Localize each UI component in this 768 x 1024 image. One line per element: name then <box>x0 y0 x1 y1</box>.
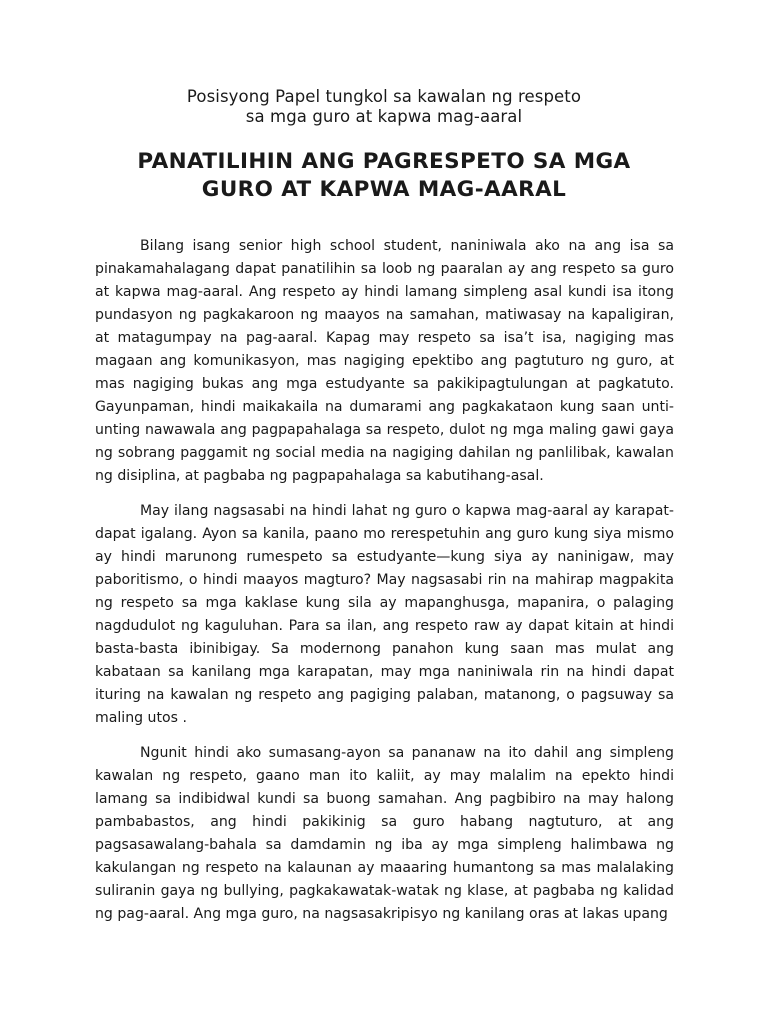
paragraph-line: ay hindi marunong rumespeto sa estudyante—kung siya ay naninigaw, may <box>95 549 674 565</box>
paragraph-line: Bilang isang senior high school student, naniniwala ako na ang isa sa <box>140 238 674 254</box>
paragraph-line: ng sobrang paggamit ng social media na nagiging dahilan ng panlilibak, kawalan <box>95 445 674 461</box>
document-body <box>95 235 674 938</box>
title-line: GURO AT KAPWA MAG-AARAL <box>201 177 567 202</box>
paragraph-line: kakulangan ng respeto na kalaunan ay maaaring humantong sa mas malalaking <box>95 860 674 876</box>
paragraph-line: pinakamahalagang dapat panatilihin sa loob ng paaralan ay ang respeto sa guro <box>95 261 674 277</box>
paragraph-line: magaan ang komunikasyon, mas nagiging epektibo ang pagtuturo ng guro, at <box>95 353 674 369</box>
paragraph-line: mas nagiging bukas ang mga estudyante sa pakikipagtulungan at pagkatuto. <box>95 376 674 392</box>
paragraph-line: basta-basta ibinibigay. Sa modernong panahon kung saan mas mulat ang <box>95 641 674 657</box>
paragraph-line: pundasyon ng pagkakaroon ng maayos na samahan, matiwasay na kapaligiran, <box>95 307 674 323</box>
paragraph-line: dapat igalang. Ayon sa kanila, paano mo rerespetuhin ang guro kung siya mismo <box>95 526 674 542</box>
paragraph-line: maling utos . <box>95 710 187 726</box>
paragraph-line: unting nawawala ang pagpapahalaga sa respeto, dulot ng mga maling gawi gaya <box>95 422 674 438</box>
paragraph-line: May ilang nagsasabi na hindi lahat ng guro o kapwa mag-aaral ay karapat- <box>140 503 674 519</box>
title-line: PANATILIHIN ANG PAGRESPETO SA MGA <box>137 149 631 174</box>
paragraph-line: Ngunit hindi ako sumasang-ayon sa pananaw na ito dahil ang simpleng <box>140 745 674 761</box>
paragraph-line: ng pag-aaral. Ang mga guro, na nagsasakripisyo ng kanilang oras at lakas upang <box>95 906 668 922</box>
paragraph-line: lamang sa indibidwal kundi sa buong samahan. Ang pagbibiro na may halong <box>95 791 674 807</box>
paragraph-line: nagdudulot ng kaguluhan. Para sa ilan, ang respeto raw ay dapat kitain at hindi <box>95 618 674 634</box>
paragraph-line: Gayunpaman, hindi maikakaila na dumarami ang pagkakataon kung saan unti- <box>95 399 674 415</box>
paragraph-line: pagsasawalang-bahala sa damdamin ng iba ay mga simpleng halimbawa ng <box>95 837 674 853</box>
paragraph-line: kabataan sa kanilang mga karapatan, may mga naniniwala rin na hindi dapat <box>95 664 674 680</box>
paragraph-line: ng respeto sa mga kaklase kung sila ay mapanghusga, mapanira, o palaging <box>95 595 674 611</box>
paragraph-line: pambabastos, ang hindi pakikinig sa guro habang nagtuturo, at ang <box>95 814 674 830</box>
paragraph-line: suliranin gaya ng bullying, pagkakawatak-watak ng klase, at pagbaba ng kalidad <box>95 883 674 899</box>
paragraph-line: paboritismo, o hindi maayos magturo? May nagsasabi rin na mahirap magpakita <box>95 572 674 588</box>
paragraph-line: ituring na kawalan ng respeto ang pagiging palaban, matanong, o pagsuway sa <box>95 687 674 703</box>
document-subtitle <box>0 87 768 127</box>
paragraph <box>95 500 674 730</box>
paragraph-line: at kapwa mag-aaral. Ang respeto ay hindi lamang simpleng asal kundi isa itong <box>95 284 674 300</box>
paragraph-line: kawalan ng respeto, gaano man ito kaliit, ay may malalim na epekto hindi <box>95 768 674 784</box>
subtitle-line: Posisyong Papel tungkol sa kawalan ng respeto <box>186 87 582 106</box>
paragraph <box>95 742 674 926</box>
subtitle-line: sa mga guro at kapwa mag-aaral <box>245 107 523 126</box>
paragraph-line: ng disiplina, at pagbaba ng pagpapahalaga sa kabutihang-asal. <box>95 468 544 484</box>
paragraph <box>95 235 674 488</box>
document-title <box>0 148 768 204</box>
paragraph-line: at matagumpay na pag-aaral. Kapag may respeto sa isa’t isa, nagiging mas <box>95 330 674 346</box>
